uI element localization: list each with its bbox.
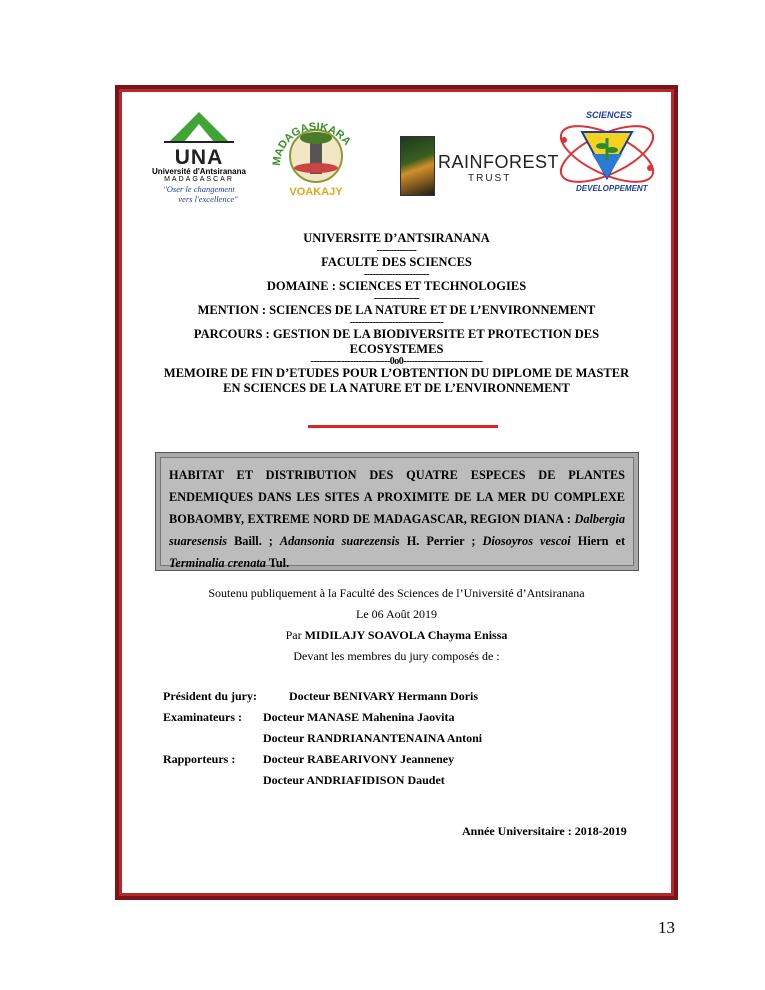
defense-statement: Soutenu publiquement à la Faculté des Sciences de l’Université d’Antsiranana [208, 586, 585, 600]
red-underline [308, 425, 498, 428]
thesis-title-main: HABITAT ET DISTRIBUTION DES QUATRE ESPECES DE PLANTES ENDEMIQUES DANS LES SITES A PROXIMITE DE LA MER DU COMPLEXE BOBAOMBY, EXTREME NORD DE MADAGASCAR, REGION DIANA : [169, 468, 625, 526]
frame-border [119, 89, 674, 896]
species-author: Baill. ; [234, 534, 273, 548]
developpement-text: DEVELOPPEMENT [576, 184, 648, 193]
defense-info [122, 583, 671, 667]
examiner-name: Docteur RANDRIANANTENAINA Antoni [263, 731, 483, 745]
reporter-name: Docteur RABEARIVONY Jeanneney [263, 752, 455, 766]
page-frame [115, 85, 678, 900]
frame-content [122, 92, 671, 893]
institution-header [122, 231, 671, 396]
memoire-line-2: EN SCIENCES DE LA NATURE ET DE L’ENVIRONNEMENT [223, 381, 570, 395]
una-slogan-1: "Oser le changement [163, 184, 235, 194]
separator: ----------------------- [363, 269, 430, 280]
jaguar-image [400, 136, 435, 196]
parcours-name: PARCOURS : GESTION DE LA BIODIVERSITE ET PROTECTION DES [193, 327, 600, 341]
page-number: 13 [658, 918, 675, 937]
species-name: Adansonia suarezensis [279, 534, 400, 548]
president-label: Président du jury: [163, 689, 257, 703]
una-country: MADAGASCAR [164, 176, 234, 183]
reporter-name: Docteur ANDRIAFIDISON Daudet [263, 773, 445, 787]
species-name: Terminalia crenata [169, 556, 266, 570]
academic-year: Année Universitaire : 2018-2019 [462, 824, 627, 838]
thesis-title-box [155, 452, 639, 571]
una-mark: UNA [174, 146, 224, 169]
una-slogan-2: vers l'excellence" [178, 194, 238, 204]
domain-name: DOMAINE : SCIENCES ET TECHNOLOGIES [266, 279, 527, 293]
rainforest-text: RAINFOREST [438, 152, 560, 172]
trust-text: TRUST [468, 173, 512, 184]
reporters-label: Rapporteurs : [163, 752, 236, 766]
rainforest-trust-logo [400, 136, 560, 196]
thesis-title [160, 457, 634, 570]
by-prefix: Par [285, 628, 302, 642]
examiner-name: Docteur MANASE Mahenina Jaovita [263, 710, 455, 724]
faculty-name: FACULTE DES SCIENCES [321, 255, 472, 269]
separator: -------------- [376, 245, 417, 256]
mention-name: MENTION : SCIENCES DE LA NATURE ET DE L’ENVIRONNEMENT [197, 303, 596, 317]
sciences-developpement-logo [552, 110, 662, 198]
separator: ---------------- [373, 293, 420, 304]
madagasikara-voakajy-logo [270, 106, 362, 206]
species-author: H. Perrier ; [406, 534, 476, 548]
examiners-label: Examinateurs : [163, 710, 242, 724]
species-name: Dalbergia suaresensis [169, 512, 625, 548]
memoire-line-1: MEMOIRE DE FIN D’ETUDES POUR L’OBTENTION DU DIPLOME DE MASTER [163, 366, 630, 380]
president-name: Docteur BENIVARY Hermann Doris [289, 689, 479, 703]
author-name: MIDILAJY SOAVOLA Chayma Enissa [304, 628, 508, 642]
una-name: Université d'Antsiranana [152, 167, 246, 176]
madagasikara-arc-text: MADAGASIKARA [270, 120, 354, 167]
baobab-icon [270, 106, 362, 188]
sciences-text: SCIENCES [586, 110, 633, 120]
una-logo [144, 110, 254, 210]
university-name: UNIVERSITE D’ANTSIRANANA [303, 231, 490, 245]
jury-intro: Devant les membres du jury composés de : [293, 649, 500, 663]
separator: ----------------------------0o0---------------------------- [310, 356, 483, 367]
separator: --------------------------------- [349, 317, 444, 328]
author-line [122, 625, 671, 646]
voakajy-label: VOAKAJY [289, 186, 343, 198]
mountain-icon [144, 110, 254, 144]
species-author: Hiern et [577, 534, 626, 548]
species-name: Diosoyros vescoi [482, 534, 571, 548]
parcours-name-cont: ECOSYSTEMES [349, 342, 444, 356]
species-author: Tul. [268, 556, 290, 570]
defense-date: Le 06 Août 2019 [356, 607, 437, 621]
